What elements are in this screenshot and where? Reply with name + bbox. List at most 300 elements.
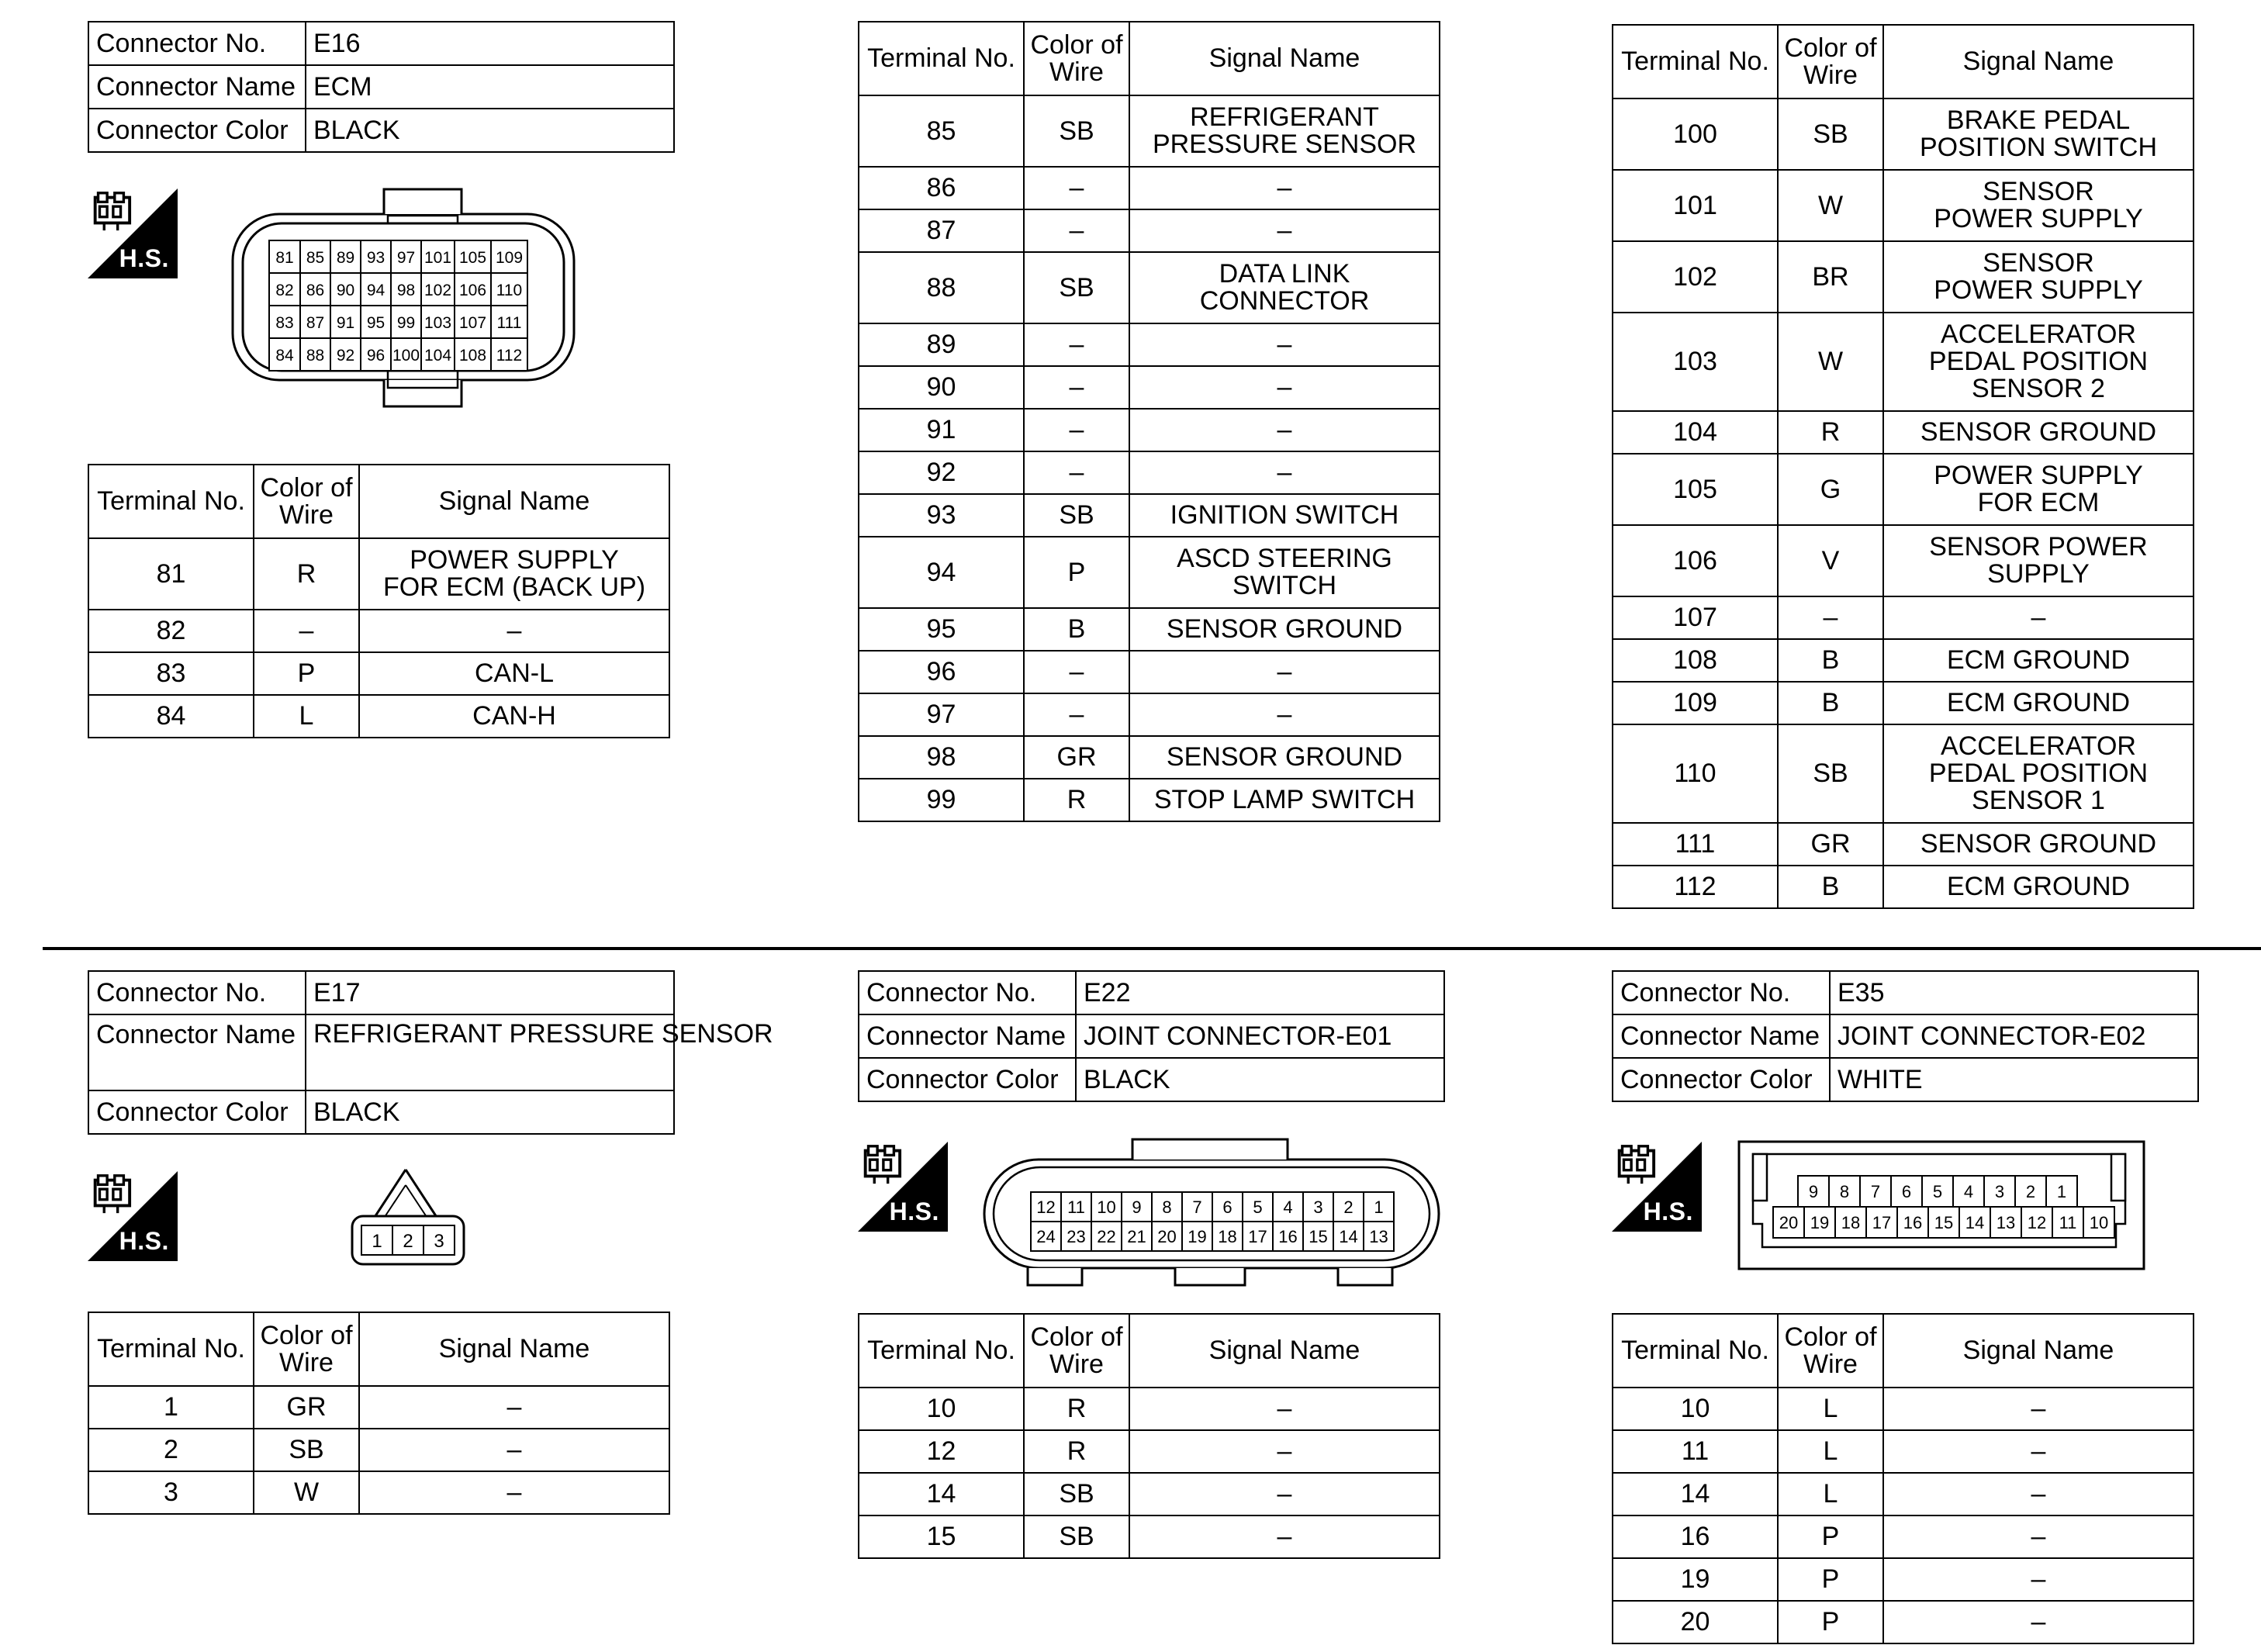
pin-number: 102: [424, 282, 452, 299]
pin-cell: [1122, 1222, 1152, 1251]
wire-color-cell: SB: [254, 1429, 359, 1471]
e16-connector-face: [229, 186, 578, 411]
terminal-no-cell: 19: [1613, 1558, 1778, 1601]
connector-color-value: WHITE: [1830, 1058, 2198, 1101]
pin-number: 22: [1097, 1226, 1116, 1246]
wire-color-cell: –: [1778, 596, 1883, 639]
pin-cell: [1152, 1222, 1182, 1251]
pin-cell: [1984, 1176, 2015, 1207]
pin-cell: [300, 338, 330, 371]
pin-number: 14: [1339, 1226, 1358, 1246]
connector-info-table: [88, 970, 773, 1135]
connector-name-label: Connector Name: [88, 1014, 306, 1090]
table-row: [859, 1473, 1440, 1515]
pin-cell: [392, 1225, 424, 1255]
connector-color-value: BLACK: [306, 1090, 674, 1134]
terminal-table-header: [1613, 25, 2194, 98]
pin-number: 109: [495, 249, 524, 267]
signal-name-cell: ASCD STEERING SWITCH: [1129, 537, 1440, 608]
table-row: [859, 209, 1440, 252]
terminal-table: [1612, 1313, 2194, 1644]
pin-number: 20: [1779, 1212, 1799, 1232]
pin-cell: [330, 273, 361, 306]
connector-no-label: Connector No.: [88, 22, 306, 65]
pin-number: 90: [336, 282, 355, 299]
signal-name-cell: –: [1883, 1515, 2194, 1558]
wire-color-cell: SB: [1778, 98, 1883, 170]
pin-cell: [491, 240, 527, 273]
pin-cell: [391, 240, 421, 273]
e35-connector-face: [1736, 1139, 2147, 1272]
pin-cell: [1990, 1207, 2021, 1238]
signal-name-cell: –: [1129, 1430, 1440, 1473]
pin-cell: [2046, 1176, 2077, 1207]
terminal-table-header: [1613, 1314, 2194, 1388]
terminal-table-header: [88, 465, 669, 538]
terminal-no-cell: 81: [88, 538, 254, 610]
terminal-no-cell: 99: [859, 779, 1024, 821]
table-row: [859, 693, 1440, 736]
terminal-table-header: [88, 1312, 669, 1386]
pin-number: 110: [496, 282, 523, 299]
pin-cell: [269, 306, 300, 338]
wire-color-cell: L: [1778, 1430, 1883, 1473]
signal-name-cell: –: [1883, 1473, 2194, 1515]
table-row: [1613, 596, 2194, 639]
connector-color-value: BLACK: [1076, 1058, 1444, 1101]
pin-number: 10: [2089, 1212, 2109, 1232]
pin-cell: [2083, 1207, 2114, 1238]
table-row: [859, 779, 1440, 821]
wire-color-cell: R: [254, 538, 359, 610]
header-signal-name: Signal Name: [1129, 1314, 1440, 1388]
pin-cell: [2021, 1207, 2052, 1238]
terminal-no-cell: 96: [859, 651, 1024, 693]
signal-name-cell: ECM GROUND: [1883, 639, 2194, 682]
connector-name-value: JOINT CONNECTOR-E01: [1076, 1014, 1444, 1058]
signal-name-cell: –: [1129, 1515, 1440, 1558]
hs-label: H.S.: [119, 1226, 169, 1255]
wire-color-cell: R: [1024, 1388, 1129, 1430]
connector-name-value: ECM: [306, 65, 674, 109]
signal-name-cell: –: [1129, 451, 1440, 494]
pin-cell: [361, 1225, 392, 1255]
header-signal-name: Signal Name: [1883, 25, 2194, 98]
pin-cell: [2015, 1176, 2046, 1207]
signal-name-cell: –: [1129, 167, 1440, 209]
signal-name-cell: SENSOR GROUND: [1883, 823, 2194, 866]
terminal-no-cell: 94: [859, 537, 1024, 608]
pin-number: 91: [336, 314, 355, 332]
header-terminal-no: Terminal No.: [1613, 25, 1778, 98]
pin-number: 14: [1965, 1212, 1985, 1232]
connector-color-label: Connector Color: [88, 109, 306, 152]
pin-number: 100: [392, 347, 420, 365]
pin-cell: [455, 240, 491, 273]
header-signal-name: Signal Name: [1883, 1314, 2194, 1388]
wire-color-cell: W: [1778, 170, 1883, 241]
terminal-no-cell: 95: [859, 608, 1024, 651]
table-row: [88, 652, 669, 695]
pin-cell: [1061, 1192, 1091, 1222]
pin-cell: [269, 273, 300, 306]
pin-cell: [1303, 1222, 1333, 1251]
terminal-no-cell: 93: [859, 494, 1024, 537]
table-row: [1613, 525, 2194, 596]
terminal-table: [88, 1312, 670, 1515]
header-terminal-no: Terminal No.: [1613, 1314, 1778, 1388]
terminal-no-cell: 15: [859, 1515, 1024, 1558]
table-row: [1613, 724, 2194, 823]
pin-number: 9: [1808, 1181, 1819, 1201]
terminal-table-header: [859, 22, 1440, 95]
pin-cell: [1953, 1176, 1984, 1207]
pin-number: 12: [1036, 1197, 1056, 1217]
connector-no-value: E17: [306, 971, 674, 1014]
pin-number: 92: [336, 347, 355, 365]
pin-cell: [361, 306, 391, 338]
pin-cell: [1333, 1222, 1364, 1251]
table-row: [88, 1386, 669, 1429]
connector-info-table: [1612, 970, 2199, 1102]
terminal-table: [1612, 24, 2194, 909]
wire-color-cell: L: [254, 695, 359, 738]
pin-number: 107: [458, 314, 487, 332]
connector-info-table: [88, 21, 675, 153]
wire-color-cell: –: [1024, 651, 1129, 693]
pin-number: 85: [306, 249, 325, 267]
table-row: [859, 1430, 1440, 1473]
pin-cell: [1804, 1207, 1835, 1238]
wire-color-cell: –: [1024, 693, 1129, 736]
header-terminal-no: Terminal No.: [88, 1312, 254, 1386]
table-row: [859, 451, 1440, 494]
pin-number: 83: [275, 314, 294, 332]
table-row: [1613, 1558, 2194, 1601]
pin-number: 96: [366, 347, 385, 365]
pin-number: 101: [424, 249, 452, 267]
pin-cell: [421, 273, 455, 306]
pin-cell: [491, 306, 527, 338]
table-row: [88, 1429, 669, 1471]
terminal-no-cell: 106: [1613, 525, 1778, 596]
header-terminal-no: Terminal No.: [859, 22, 1024, 95]
section-divider: [43, 947, 2261, 950]
terminal-no-cell: 3: [88, 1471, 254, 1514]
pin-cell: [1091, 1222, 1122, 1251]
table-row: [859, 95, 1440, 167]
terminal-no-cell: 111: [1613, 823, 1778, 866]
pin-number: 1: [1374, 1197, 1384, 1217]
signal-name-cell: –: [359, 1386, 669, 1429]
terminal-table-header: [859, 1314, 1440, 1388]
pin-number: 2: [1343, 1197, 1353, 1217]
table-row: [88, 538, 669, 610]
wire-color-cell: SB: [1024, 494, 1129, 537]
wire-color-cell: L: [1778, 1473, 1883, 1515]
pin-number: 98: [396, 282, 416, 299]
pin-cell: [1273, 1222, 1303, 1251]
connector-color-label: Connector Color: [859, 1058, 1076, 1101]
pin-number: 94: [366, 282, 385, 299]
pin-cell: [491, 338, 527, 371]
table-row: [88, 695, 669, 738]
terminal-no-cell: 90: [859, 366, 1024, 409]
pin-cell: [1273, 1192, 1303, 1222]
pin-number: 104: [424, 347, 452, 365]
signal-name-cell: –: [359, 1429, 669, 1471]
pin-cell: [1182, 1222, 1212, 1251]
wire-color-cell: P: [1778, 1515, 1883, 1558]
pin-number: 15: [1934, 1212, 1954, 1232]
pin-number: 108: [458, 347, 487, 365]
signal-name-cell: –: [1129, 693, 1440, 736]
connector-color-value: BLACK: [306, 109, 674, 152]
table-row: [859, 252, 1440, 323]
terminal-no-cell: 83: [88, 652, 254, 695]
terminal-no-cell: 108: [1613, 639, 1778, 682]
signal-name-cell: –: [1883, 1601, 2194, 1643]
pin-number: 17: [1248, 1226, 1267, 1246]
signal-name-cell: –: [1883, 596, 2194, 639]
pin-cell: [1152, 1192, 1182, 1222]
terminal-no-cell: 89: [859, 323, 1024, 366]
terminal-no-cell: 2: [88, 1429, 254, 1471]
pin-cell: [361, 338, 391, 371]
signal-name-cell: SENSOR POWER SUPPLY: [1883, 170, 2194, 241]
pin-number: 19: [1188, 1226, 1207, 1246]
pin-number: 6: [1901, 1181, 1912, 1201]
pin-number: 2: [403, 1231, 413, 1252]
wire-color-cell: BR: [1778, 241, 1883, 313]
signal-name-cell: –: [359, 1471, 669, 1514]
pin-number: 17: [1872, 1212, 1892, 1232]
pin-cell: [391, 338, 421, 371]
pin-number: 15: [1309, 1226, 1328, 1246]
wire-color-cell: W: [254, 1471, 359, 1514]
terminal-no-cell: 91: [859, 409, 1024, 451]
pin-cell: [455, 338, 491, 371]
terminal-no-cell: 11: [1613, 1430, 1778, 1473]
pin-number: 97: [396, 249, 416, 267]
signal-name-cell: –: [1883, 1430, 2194, 1473]
wire-color-cell: SB: [1024, 95, 1129, 167]
pin-cell: [2052, 1207, 2083, 1238]
pin-cell: [1928, 1207, 1959, 1238]
connector-name-value: REFRIGERANT PRESSURE SENSOR: [306, 1014, 674, 1090]
table-row: [859, 1388, 1440, 1430]
pin-number: 18: [1841, 1212, 1861, 1232]
pin-cell: [421, 240, 455, 273]
wire-color-cell: G: [1778, 454, 1883, 525]
pin-cell: [455, 273, 491, 306]
signal-name-cell: –: [1129, 1473, 1440, 1515]
header-terminal-no: Terminal No.: [859, 1314, 1024, 1388]
pin-number: 21: [1127, 1226, 1146, 1246]
connector-no-label: Connector No.: [88, 971, 306, 1014]
pin-number: 111: [496, 314, 522, 332]
hs-label: H.S.: [119, 244, 169, 272]
pin-cell: [491, 273, 527, 306]
pin-cell: [421, 338, 455, 371]
terminal-no-cell: 87: [859, 209, 1024, 252]
wire-color-cell: –: [1024, 167, 1129, 209]
pin-cell: [421, 306, 455, 338]
terminal-no-cell: 86: [859, 167, 1024, 209]
pin-number: 13: [1996, 1212, 2016, 1232]
table-row: [1613, 1388, 2194, 1430]
connector-name-label: Connector Name: [1613, 1014, 1830, 1058]
header-signal-name: Signal Name: [1129, 22, 1440, 95]
connector-info-table: [858, 970, 1445, 1102]
connector-color-label: Connector Color: [1613, 1058, 1830, 1101]
table-row: [1613, 1473, 2194, 1515]
pin-number: 23: [1067, 1226, 1086, 1246]
pin-number: 82: [275, 282, 294, 299]
signal-name-cell: ACCELERATOR PEDAL POSITION SENSOR 2: [1883, 313, 2194, 411]
wire-color-cell: B: [1778, 682, 1883, 724]
table-row: [1613, 1430, 2194, 1473]
pin-number: 3: [1313, 1197, 1323, 1217]
pin-cell: [1364, 1222, 1394, 1251]
signal-name-cell: –: [1883, 1558, 2194, 1601]
signal-name-cell: POWER SUPPLY FOR ECM: [1883, 454, 2194, 525]
table-row: [1613, 241, 2194, 313]
pin-number: 112: [496, 347, 523, 365]
pin-number: 4: [1283, 1197, 1293, 1217]
table-row: [88, 1471, 669, 1514]
table-row: [1613, 170, 2194, 241]
header-wire-color: Color of Wire: [1778, 25, 1883, 98]
pin-cell: [1891, 1176, 1922, 1207]
signal-name-cell: CAN-H: [359, 695, 669, 738]
pin-number: 18: [1218, 1226, 1237, 1246]
terminal-no-cell: 10: [1613, 1388, 1778, 1430]
table-row: [1613, 639, 2194, 682]
pin-number: 7: [1192, 1197, 1202, 1217]
pin-number: 24: [1036, 1226, 1056, 1246]
pin-cell: [1333, 1192, 1364, 1222]
wire-color-cell: –: [254, 610, 359, 652]
pin-cell: [455, 306, 491, 338]
terminal-no-cell: 16: [1613, 1515, 1778, 1558]
wire-color-cell: P: [1024, 537, 1129, 608]
terminal-no-cell: 107: [1613, 596, 1778, 639]
signal-name-cell: SENSOR POWER SUPPLY: [1883, 525, 2194, 596]
pin-number: 9: [1132, 1197, 1142, 1217]
table-row: [859, 537, 1440, 608]
signal-name-cell: –: [1129, 409, 1440, 451]
pin-number: 11: [1067, 1197, 1085, 1217]
terminal-no-cell: 110: [1613, 724, 1778, 823]
header-signal-name: Signal Name: [359, 465, 669, 538]
table-row: [859, 736, 1440, 779]
pin-number: 4: [1963, 1181, 1974, 1201]
terminal-no-cell: 1: [88, 1386, 254, 1429]
pin-cell: [300, 306, 330, 338]
terminal-table: [858, 1313, 1440, 1559]
terminal-no-cell: 82: [88, 610, 254, 652]
terminal-no-cell: 10: [859, 1388, 1024, 1430]
signal-name-cell: SENSOR GROUND: [1129, 736, 1440, 779]
connector-no-label: Connector No.: [859, 971, 1076, 1014]
pin-cell: [361, 273, 391, 306]
terminal-no-cell: 14: [859, 1473, 1024, 1515]
header-wire-color: Color of Wire: [1778, 1314, 1883, 1388]
pin-cell: [1212, 1192, 1243, 1222]
terminal-no-cell: 103: [1613, 313, 1778, 411]
wire-color-cell: GR: [1024, 736, 1129, 779]
pin-cell: [1303, 1192, 1333, 1222]
wire-color-cell: SB: [1778, 724, 1883, 823]
pin-number: 5: [1932, 1181, 1943, 1201]
pin-cell: [1031, 1222, 1061, 1251]
pin-cell: [361, 240, 391, 273]
signal-name-cell: –: [1129, 651, 1440, 693]
terminal-no-cell: 98: [859, 736, 1024, 779]
e22-connector-face: [981, 1136, 1443, 1291]
wire-color-cell: R: [1778, 411, 1883, 454]
signal-name-cell: REFRIGERANT PRESSURE SENSOR: [1129, 95, 1440, 167]
table-row: [1613, 411, 2194, 454]
signal-name-cell: STOP LAMP SWITCH: [1129, 779, 1440, 821]
wire-color-cell: SB: [1024, 1515, 1129, 1558]
table-row: [1613, 98, 2194, 170]
pin-number: 6: [1222, 1197, 1232, 1217]
wire-color-cell: –: [1024, 366, 1129, 409]
wire-color-cell: P: [1778, 1601, 1883, 1643]
pin-cell: [300, 273, 330, 306]
wire-color-cell: SB: [1024, 252, 1129, 323]
signal-name-cell: –: [1129, 1388, 1440, 1430]
pin-number: 10: [1097, 1197, 1116, 1217]
wire-color-cell: GR: [1778, 823, 1883, 866]
pin-number: 20: [1157, 1226, 1177, 1246]
header-wire-color: Color of Wire: [254, 465, 359, 538]
wire-color-cell: –: [1024, 209, 1129, 252]
pin-cell: [1122, 1192, 1152, 1222]
wire-color-cell: B: [1024, 608, 1129, 651]
pin-number: 16: [1903, 1212, 1923, 1232]
signal-name-cell: –: [1129, 323, 1440, 366]
terminal-table: [858, 21, 1440, 822]
pin-number: 103: [424, 314, 452, 332]
pin-number: 1: [2056, 1181, 2067, 1201]
connector-name-label: Connector Name: [859, 1014, 1076, 1058]
terminal-no-cell: 105: [1613, 454, 1778, 525]
signal-name-cell: DATA LINK CONNECTOR: [1129, 252, 1440, 323]
table-row: [1613, 1515, 2194, 1558]
connector-no-value: E22: [1076, 971, 1444, 1014]
wire-color-cell: –: [1024, 323, 1129, 366]
pin-number: 3: [1994, 1181, 2005, 1201]
wire-color-cell: V: [1778, 525, 1883, 596]
pin-cell: [424, 1225, 455, 1255]
wire-color-cell: P: [254, 652, 359, 695]
hs-label: H.S.: [1643, 1197, 1693, 1225]
table-row: [88, 610, 669, 652]
table-row: [1613, 823, 2194, 866]
table-row: [859, 1515, 1440, 1558]
terminal-table: [88, 464, 670, 738]
pin-number: 87: [306, 314, 325, 332]
table-row: [859, 366, 1440, 409]
table-row: [859, 608, 1440, 651]
wire-color-cell: B: [1778, 639, 1883, 682]
pin-number: 2: [2025, 1181, 2036, 1201]
table-row: [859, 323, 1440, 366]
pin-number: 88: [306, 347, 325, 365]
